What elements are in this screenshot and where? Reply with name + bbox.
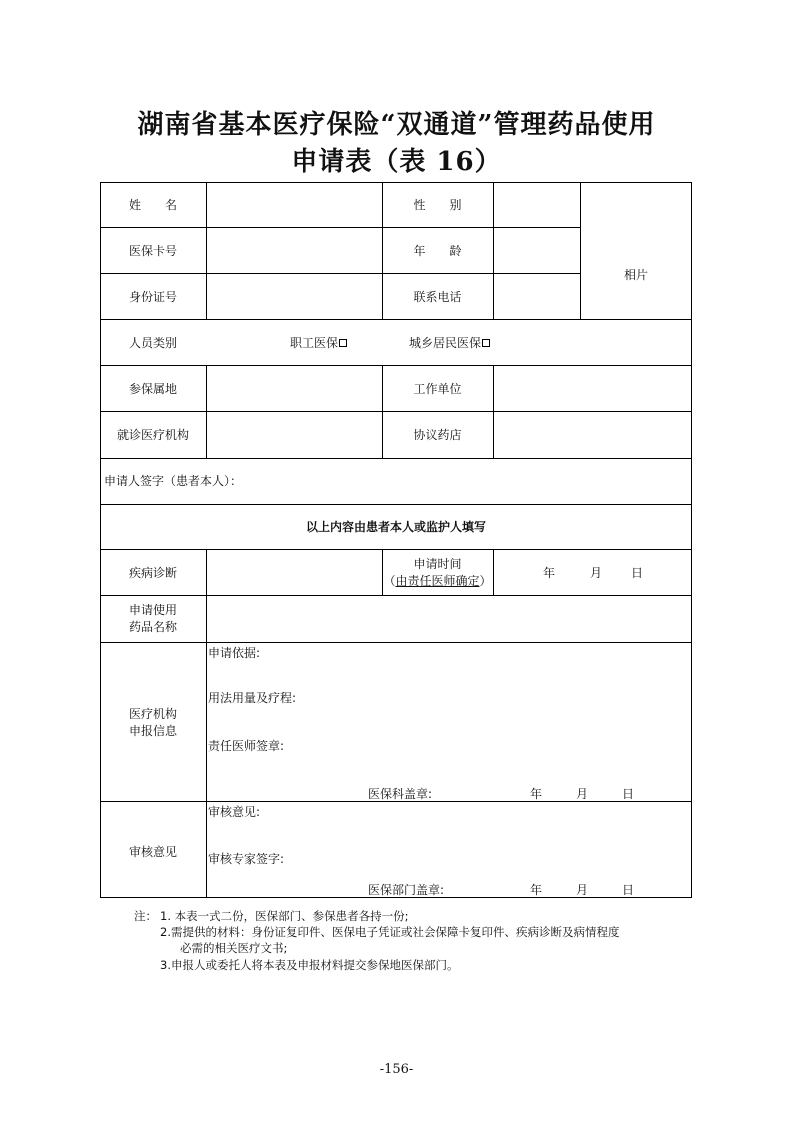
row-line	[100, 411, 692, 412]
card-number-label: 医保卡号	[128, 244, 177, 258]
diagnosis-label: 疾病诊断	[128, 566, 177, 580]
doctor-signature-label: 责任医师签章:	[208, 739, 285, 753]
pharmacy-label: 协议药店	[413, 428, 462, 442]
category-label: 人员类别	[128, 336, 177, 350]
checkbox-icon[interactable]	[482, 339, 490, 347]
row-line	[100, 595, 692, 596]
review-year-label: 年	[530, 883, 543, 897]
apply-day-label: 日	[631, 566, 644, 580]
row-line	[100, 504, 692, 505]
gender-label: 性 别	[413, 198, 462, 212]
border-top	[100, 182, 692, 183]
report-month-label: 月	[576, 787, 589, 801]
basis-label: 申请依据:	[208, 646, 261, 660]
col-line	[493, 365, 494, 459]
review-label: 审核意见	[128, 845, 177, 859]
apply-time-note: （由责任医师确定）	[383, 574, 492, 588]
application-form-table	[100, 182, 692, 898]
category-option-resident[interactable]	[409, 335, 490, 351]
col-line	[206, 365, 207, 459]
age-label: 年 龄	[413, 244, 462, 258]
name-label: 姓 名	[128, 198, 177, 212]
report-label-line2: 申报信息	[128, 724, 177, 738]
applicant-signature-label: 申请人签字（患者本人）：	[104, 474, 243, 488]
category-option-resident-text: 城乡居民医保	[409, 336, 482, 350]
phone-label: 联系电话	[413, 290, 462, 304]
col-line	[382, 365, 383, 459]
col-line	[493, 182, 494, 319]
review-month-label: 月	[576, 883, 589, 897]
photo-label: 相片	[623, 268, 648, 282]
form-title-line2: 申请表（表 16）	[291, 147, 502, 177]
row-line	[100, 273, 580, 274]
employer-label: 工作单位	[413, 382, 462, 396]
apply-year-label: 年	[543, 566, 556, 580]
dosage-label: 用法用量及疗程:	[208, 691, 297, 705]
note-2-continued: 必需的相关医疗文书;	[180, 941, 288, 955]
border-right	[691, 182, 692, 898]
col-line	[493, 549, 494, 596]
insured-place-label: 参保属地	[128, 382, 177, 396]
hospital-label: 就诊医疗机构	[116, 428, 189, 442]
id-number-label: 身份证号	[128, 290, 177, 304]
note-3: 3.申报人或委托人将本表及申报材料提交参保地医保部门。	[160, 958, 459, 972]
col-line	[206, 182, 207, 319]
review-day-label: 日	[622, 883, 635, 897]
row-line	[100, 227, 580, 228]
row-line	[100, 549, 692, 550]
patient-fill-note: 以上内容由患者本人或监护人填写	[305, 520, 486, 534]
category-option-employee-text: 职工医保	[290, 336, 339, 350]
page-number: -156-	[379, 1062, 414, 1077]
report-label-line1: 医疗机构	[128, 707, 177, 721]
apply-month-label: 月	[590, 566, 603, 580]
col-line	[580, 182, 581, 319]
insurance-seal-label: 医保部门盖章:	[368, 883, 445, 897]
category-option-employee[interactable]	[290, 335, 347, 351]
drug-label-line2: 药品名称	[128, 620, 177, 634]
note-1: 1. 本表一式二份，医保部门、参保患者各持一份;	[160, 909, 409, 923]
row-line	[100, 365, 692, 366]
row-line	[100, 458, 692, 459]
form-title-line1: 湖南省基本医疗保险“双通道”管理药品使用	[137, 110, 656, 140]
row-line	[100, 319, 692, 320]
col-line	[206, 549, 207, 898]
review-opinion-label: 审核意见:	[208, 805, 261, 819]
apply-time-label: 申请时间	[413, 557, 462, 571]
expert-signature-label: 审核专家签字:	[208, 852, 285, 866]
dept-seal-label: 医保科盖章:	[368, 787, 433, 801]
report-day-label: 日	[622, 787, 635, 801]
drug-label-line1: 申请使用	[128, 603, 177, 617]
row-line	[100, 642, 692, 643]
notes-prefix: 注：	[134, 909, 157, 923]
apply-time-note-text: 由责任医师确定	[395, 574, 480, 588]
checkbox-icon[interactable]	[339, 339, 347, 347]
note-2: 2.需提供的材料：身份证复印件、医保电子凭证或社会保障卡复印件、疾病诊断及病情程度	[160, 925, 620, 939]
report-year-label: 年	[530, 787, 543, 801]
